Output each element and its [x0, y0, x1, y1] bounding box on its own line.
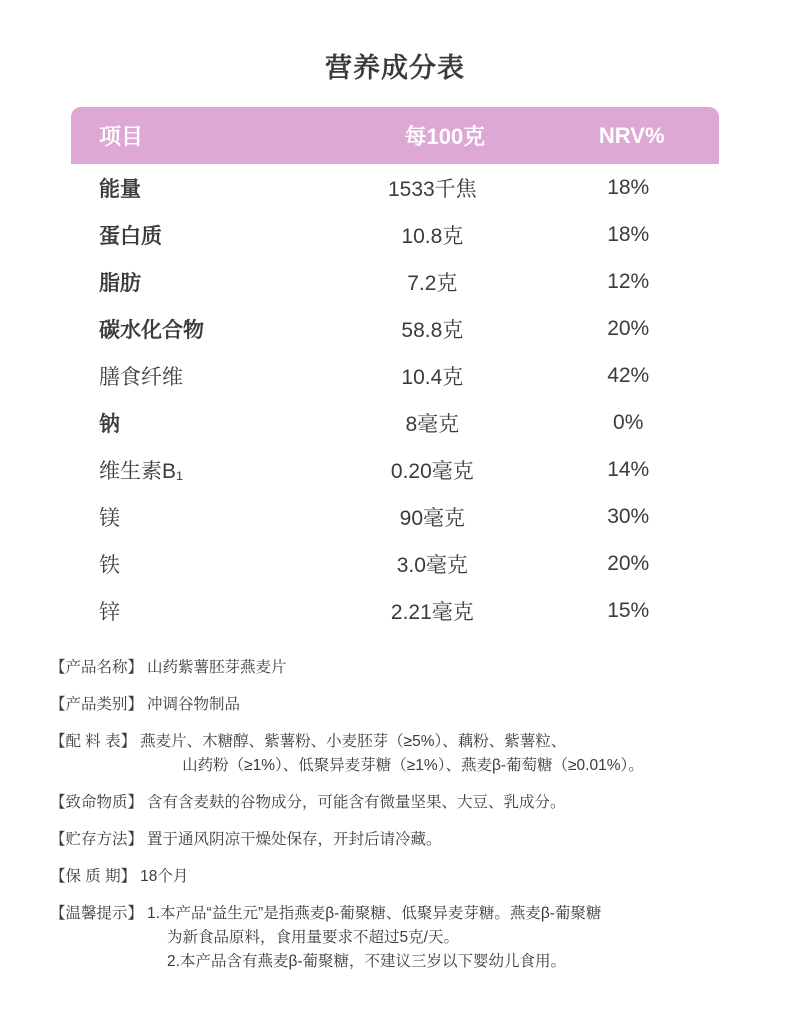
column-header-nrv: NRV%	[544, 107, 719, 164]
table-row	[71, 493, 719, 540]
tips-label: 【温馨提示】	[50, 905, 144, 923]
column-header-item: 项目	[71, 107, 345, 164]
ingredients-label: 【配 料 表】	[50, 733, 137, 751]
product-name-value: 山药紫薯胚芽燕麦片	[147, 659, 287, 676]
tips-value	[143, 902, 740, 974]
table-row	[71, 540, 719, 587]
ingredients-line-1: 燕麦片、木糖醇、紫薯粉、小麦胚芽（≥5%）、藕粉、紫薯粒、	[140, 733, 567, 751]
product-type-value: 冲调谷物制品	[147, 696, 241, 714]
row-item-value: 1533千焦	[387, 177, 477, 201]
row-item-name: 镁	[99, 506, 120, 530]
row-item-value: 10.8克	[401, 224, 464, 248]
row-item-nrv: 20%	[607, 316, 650, 340]
row-item-value: 10.4克	[401, 365, 464, 389]
row-item-nrv: 0%	[613, 410, 644, 434]
product-info-block	[50, 656, 740, 974]
storage-label: 【贮存方法】	[50, 831, 144, 849]
table-row	[71, 164, 719, 211]
info-row-shelf-life	[50, 865, 740, 889]
table-row	[71, 587, 719, 634]
info-row-tips	[50, 902, 740, 974]
tips-line-3: 2.本产品含有燕麦β-葡聚糖，不建议三岁以下婴幼儿食用。	[167, 953, 567, 971]
allergen-value: 含有含麦麸的谷物成分，可能含有微量坚果、大豆、乳成分。	[147, 794, 566, 812]
table-row	[71, 211, 719, 258]
row-item-nrv: 15%	[607, 598, 650, 622]
info-row-ingredients	[50, 730, 740, 778]
info-row-product-type	[50, 693, 740, 717]
row-item-nrv: 18%	[607, 175, 650, 199]
nutrition-table-head	[71, 107, 719, 164]
row-item-value: 3.0毫克	[396, 553, 468, 577]
row-item-name: 维生素B₁	[99, 459, 184, 483]
row-item-name: 蛋白质	[99, 224, 162, 248]
table-row	[71, 352, 719, 399]
info-row-allergen	[50, 791, 740, 815]
product-name-label: 【产品名称】	[50, 659, 144, 676]
row-item-value: 0.20毫克	[390, 459, 474, 483]
row-item-name: 铁	[99, 553, 120, 577]
table-row	[71, 305, 719, 352]
row-item-nrv: 42%	[607, 363, 650, 387]
info-row-product-name	[50, 656, 740, 680]
nutrition-table	[71, 107, 719, 634]
nutrition-table-body	[71, 164, 719, 634]
tips-line-1: 1.本产品“益生元”是指燕麦β-葡聚糖、低聚异麦芽糖。燕麦β-葡聚糖	[147, 905, 602, 923]
ingredients-value	[136, 730, 740, 778]
row-item-nrv: 12%	[607, 269, 650, 293]
product-type-label: 【产品类别】	[50, 696, 144, 714]
row-item-name: 钠	[99, 412, 120, 436]
table-row	[71, 446, 719, 493]
row-item-nrv: 30%	[607, 504, 650, 528]
table-row	[71, 258, 719, 305]
nutrition-table-wrapper	[71, 107, 719, 634]
row-item-name: 脂肪	[99, 271, 141, 295]
shelf-life-value: 18个月	[140, 868, 189, 886]
ingredients-line-2: 山药粉（≥1%）、低聚异麦芽糖（≥1%）、燕麦β-葡萄糖（≥0.01%）。	[182, 757, 644, 775]
table-header-row	[71, 107, 719, 164]
allergen-label: 【致命物质】	[50, 794, 144, 812]
row-item-name: 锌	[99, 600, 120, 624]
tips-line-2: 为新食品原料，食用量要求不超过5克/天。	[167, 929, 459, 947]
row-item-value: 7.2克	[407, 271, 458, 295]
table-row	[71, 399, 719, 446]
row-item-nrv: 18%	[607, 222, 650, 246]
row-item-name: 能量	[99, 177, 141, 201]
storage-value: 置于通风阴凉干燥处保存，开封后请冷藏。	[147, 831, 442, 849]
row-item-value: 90毫克	[399, 506, 465, 530]
info-row-storage	[50, 828, 740, 852]
row-item-value: 8毫克	[405, 412, 460, 436]
column-header-per100g: 每100克	[345, 107, 544, 164]
row-item-nrv: 14%	[607, 457, 650, 481]
shelf-life-label: 【保 质 期】	[50, 868, 137, 886]
page-title: 营养成分表	[325, 53, 465, 83]
row-item-name: 碳水化合物	[99, 318, 204, 342]
row-item-nrv: 20%	[607, 551, 650, 575]
row-item-value: 58.8克	[401, 318, 464, 342]
row-item-name: 膳食纤维	[99, 365, 183, 389]
row-item-value: 2.21毫克	[390, 600, 474, 624]
